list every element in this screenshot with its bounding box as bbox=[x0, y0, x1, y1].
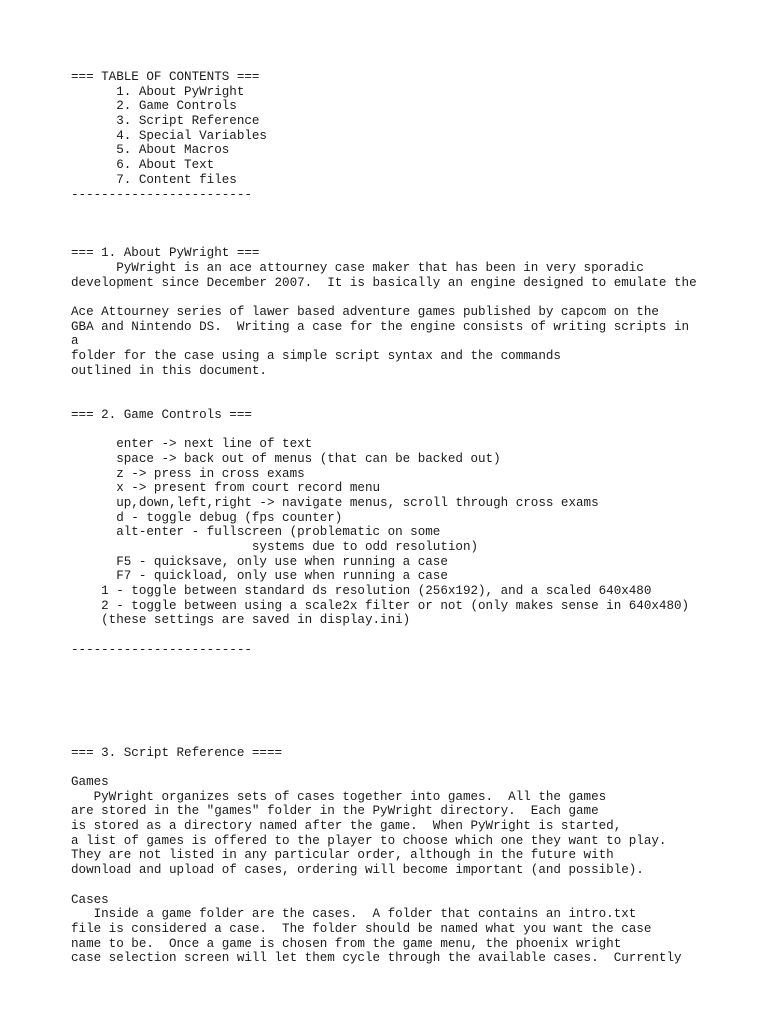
text-line: folder for the case using a simple script syntax and the commands bbox=[71, 349, 561, 364]
text-line: outlined in this document. bbox=[71, 363, 267, 378]
text-line: case selection screen will let them cycle through the available cases. Currently bbox=[71, 951, 682, 966]
text-line: 1. About PyWright bbox=[71, 84, 245, 99]
text-line: Cases bbox=[71, 892, 109, 907]
text-line: x -> present from court record menu bbox=[71, 481, 381, 496]
text-line bbox=[71, 217, 758, 232]
text-line: up,down,left,right -> navigate menus, scroll through cross exams bbox=[71, 495, 599, 510]
text-line: Games bbox=[71, 775, 109, 789]
text-line: 6. About Text bbox=[71, 158, 215, 173]
text-line: ------------------------ bbox=[71, 642, 252, 657]
text-line bbox=[71, 232, 758, 247]
text-line bbox=[71, 731, 758, 746]
text-line: 7. Content files bbox=[71, 172, 237, 187]
text-line: download and upload of cases, ordering will become important (and possible). bbox=[71, 863, 644, 878]
text-line: 2. Game Controls bbox=[71, 99, 237, 114]
text-line: (these settings are saved in display.ini) bbox=[71, 613, 411, 628]
text-line: PyWright is an ace attourney case maker that has been in very sporadic bbox=[71, 260, 644, 275]
text-line: F5 - quicksave, only use when running a case bbox=[71, 554, 448, 569]
text-line: === 2. Game Controls === bbox=[71, 407, 252, 422]
text-line: file is considered a case. The folder should be named what you want the case bbox=[71, 921, 652, 936]
text-line: 1 - toggle between standard ds resolution (256x192), and a scaled 640x480 bbox=[71, 584, 652, 599]
text-line: space -> back out of menus (that can be backed out) bbox=[71, 451, 501, 466]
text-line: Inside a game folder are the cases. A folder that contains an intro.txt bbox=[71, 907, 637, 922]
text-line: name to be. Once a game is chosen from the game menu, the phoenix wright bbox=[71, 936, 622, 951]
text-line: enter -> next line of text bbox=[71, 437, 313, 452]
text-line: a bbox=[71, 334, 79, 349]
text-line bbox=[71, 378, 758, 393]
text-line: Ace Attourney series of lawer based adventure games published by capcom on the bbox=[71, 305, 659, 319]
text-line: a list of games is offered to the player to choose which one they want to play. bbox=[71, 833, 667, 848]
text-line: === 1. About PyWright === bbox=[71, 246, 260, 261]
text-line bbox=[71, 687, 758, 702]
text-line: 3. Script Reference bbox=[71, 114, 260, 129]
text-line: are stored in the "games" folder in the PyWright directory. Each game bbox=[71, 804, 599, 819]
text-line bbox=[71, 628, 758, 643]
text-line bbox=[71, 760, 758, 775]
text-line: === 3. Script Reference ==== bbox=[71, 745, 283, 760]
text-line: d - toggle debug (fps counter) bbox=[71, 510, 343, 525]
text-line bbox=[71, 202, 758, 217]
text-line: === TABLE OF CONTENTS === bbox=[71, 70, 260, 84]
text-line: 2 - toggle between using a scale2x filter or not (only makes sense in 640x480) bbox=[71, 598, 690, 613]
text-line bbox=[71, 290, 758, 305]
text-line: F7 - quickload, only use when running a case bbox=[71, 569, 448, 584]
text-line bbox=[71, 716, 758, 731]
text-line: is stored as a directory named after the game. When PyWright is started, bbox=[71, 819, 622, 834]
text-line bbox=[71, 393, 758, 408]
text-line bbox=[71, 423, 758, 438]
text-line: systems due to odd resolution) bbox=[71, 540, 479, 554]
text-line bbox=[71, 878, 758, 893]
text-line: alt-enter - fullscreen (problematic on some bbox=[71, 525, 441, 540]
document-body bbox=[71, 70, 758, 966]
text-line: development since December 2007. It is basically an engine designed to emulate the bbox=[71, 275, 697, 290]
text-line: PyWright organizes sets of cases together into games. All the games bbox=[71, 789, 607, 804]
text-line: They are not listed in any particular order, although in the future with bbox=[71, 848, 614, 863]
text-line bbox=[71, 702, 758, 717]
text-line: 4. Special Variables bbox=[71, 128, 267, 143]
text-line bbox=[71, 658, 758, 673]
text-line: 5. About Macros bbox=[71, 143, 230, 158]
text-line bbox=[71, 672, 758, 687]
text-line: GBA and Nintendo DS. Writing a case for the engine consists of writing scripts in bbox=[71, 319, 690, 334]
text-line: ------------------------ bbox=[71, 187, 252, 202]
text-line: z -> press in cross exams bbox=[71, 466, 305, 481]
